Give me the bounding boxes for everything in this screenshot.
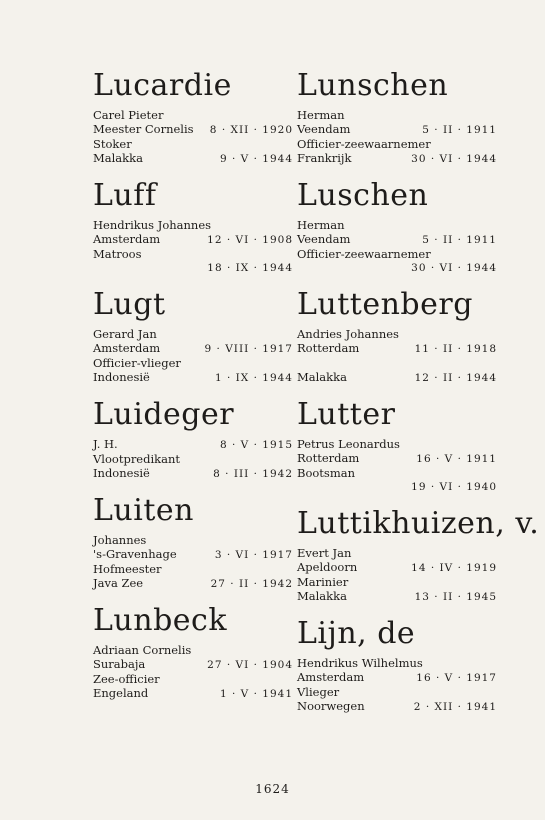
entry-date: 9 · VIII · 1917 <box>204 343 293 355</box>
entry-date: 2 · XII · 1941 <box>413 701 497 713</box>
entry-text: Officier-zeewaarnemer <box>297 137 431 151</box>
entry-line <box>93 452 293 466</box>
entry-line <box>297 327 497 341</box>
entry-text: Rotterdam <box>297 451 360 465</box>
register-entry <box>297 614 497 714</box>
entry-surname: Luideger <box>93 397 235 432</box>
entry-line <box>297 699 497 714</box>
entry-line <box>297 122 497 137</box>
entry-surname: Lucardie <box>93 68 232 103</box>
entry-text: Vlieger <box>297 685 340 699</box>
entry-line <box>297 685 497 699</box>
entry-line <box>297 466 497 480</box>
entry-line <box>297 151 497 166</box>
entry-date: 14 · IV · 1919 <box>411 562 497 574</box>
entry-text: Amsterdam <box>297 670 365 684</box>
entry-text: Evert Jan <box>297 546 352 560</box>
entry-line <box>297 451 497 466</box>
entry-line <box>297 232 497 247</box>
entry-text: Stoker <box>93 137 132 151</box>
register-entry <box>297 395 497 494</box>
entry-line <box>93 151 293 166</box>
entry-line <box>297 589 497 604</box>
entry-line <box>93 122 293 137</box>
entry-line <box>297 356 497 370</box>
entry-text: Vlootpredikant <box>93 452 181 466</box>
entry-text: Herman <box>297 108 345 122</box>
entry-date: 9 · V · 1944 <box>219 153 293 165</box>
entry-text: Adriaan Cornelis <box>93 643 192 657</box>
entry-date: 5 · II · 1911 <box>422 124 497 136</box>
register-entry <box>93 285 293 385</box>
entry-date: 18 · IX · 1944 <box>207 262 293 274</box>
register-entry <box>93 395 293 481</box>
entry-date: 12 · II · 1944 <box>414 372 497 384</box>
left-column <box>93 66 293 711</box>
entry-line <box>93 562 293 576</box>
entry-text: Amsterdam <box>93 232 161 246</box>
register-entry <box>93 176 293 275</box>
entry-date: 30 · VI · 1944 <box>411 262 497 274</box>
entry-line <box>93 576 293 591</box>
entry-line <box>93 657 293 672</box>
entry-text: Malakka <box>297 370 347 384</box>
register-entry <box>297 176 497 275</box>
entry-date: 13 · II · 1945 <box>414 591 497 603</box>
entry-surname: Luff <box>93 178 157 213</box>
entry-text: Indonesië <box>93 370 150 384</box>
entry-line <box>93 356 293 370</box>
entry-line <box>93 232 293 247</box>
entry-line <box>93 643 293 657</box>
entry-date: 8 · V · 1915 <box>219 439 293 451</box>
entry-line <box>93 686 293 701</box>
entry-text: Officier-vlieger <box>93 356 181 370</box>
entry-date: 16 · V · 1917 <box>416 672 497 684</box>
entry-text: Malakka <box>297 589 347 603</box>
entry-text: Officier-zeewaarnemer <box>297 247 431 261</box>
entry-date: 5 · II · 1911 <box>422 234 497 246</box>
entry-line <box>297 341 497 356</box>
entry-text: Engeland <box>93 686 149 700</box>
entry-line <box>93 218 293 232</box>
entry-date: 11 · II · 1918 <box>414 343 497 355</box>
entry-text: Meester Cornelis <box>93 122 194 136</box>
entry-surname: Lutter <box>297 397 396 432</box>
entry-text: Gerard Jan <box>93 327 157 341</box>
entry-date: 12 · VI · 1908 <box>207 234 293 246</box>
entry-line <box>297 575 497 589</box>
entry-surname: Lugt <box>93 287 166 322</box>
entry-line <box>93 437 293 452</box>
entry-line <box>93 327 293 341</box>
entry-text: Frankrijk <box>297 151 352 165</box>
entry-date: 30 · VI · 1944 <box>411 153 497 165</box>
entry-surname: Luttenberg <box>297 287 473 322</box>
entry-text: Surabaja <box>93 657 146 671</box>
entry-line <box>93 547 293 562</box>
entry-text: 's-Gravenhage <box>93 547 177 561</box>
entry-line <box>93 137 293 151</box>
entry-line <box>297 261 497 275</box>
entry-line <box>297 370 497 385</box>
entry-line <box>93 247 293 261</box>
entry-surname: Lijn, de <box>297 616 416 651</box>
entry-line <box>93 672 293 686</box>
entry-surname: Luschen <box>297 178 429 213</box>
entry-surname: Lunschen <box>297 68 449 103</box>
entry-text: J. H. <box>93 437 118 451</box>
entry-text: Hofmeester <box>93 562 162 576</box>
page-number: 1624 <box>255 782 290 796</box>
entry-date: 27 · VI · 1904 <box>207 659 293 671</box>
entry-line <box>93 341 293 356</box>
entry-line <box>297 108 497 122</box>
entry-line <box>297 218 497 232</box>
register-entry <box>93 491 293 591</box>
entry-line <box>93 370 293 385</box>
entry-text: Matroos <box>93 247 142 261</box>
entry-line <box>297 437 497 451</box>
register-entry <box>93 601 293 701</box>
entry-text: Veendam <box>297 232 351 246</box>
entry-text: Indonesië <box>93 466 150 480</box>
entry-text: Malakka <box>93 151 143 165</box>
entry-line <box>93 466 293 481</box>
entry-line <box>93 261 293 275</box>
right-column <box>297 66 540 724</box>
register-entry <box>93 66 293 166</box>
entry-line <box>297 656 497 670</box>
entry-surname: Lunbeck <box>93 603 228 638</box>
entry-line <box>93 533 293 547</box>
entry-date: 16 · V · 1911 <box>416 453 497 465</box>
entry-line <box>297 247 497 261</box>
entry-text: Hendrikus Johannes <box>93 218 212 232</box>
entry-text: Noorwegen <box>297 699 365 713</box>
entry-text: Johannes <box>93 533 147 547</box>
entry-date: 3 · VI · 1917 <box>214 549 293 561</box>
entry-date: 8 · III · 1942 <box>213 468 293 480</box>
entry-line <box>297 670 497 685</box>
entry-line <box>297 560 497 575</box>
register-entry <box>297 285 497 385</box>
entry-text: Marinier <box>297 575 349 589</box>
entry-date: 1 · V · 1941 <box>219 688 293 700</box>
register-entry <box>297 504 540 604</box>
entry-line <box>297 480 497 494</box>
entry-text: Amsterdam <box>93 341 161 355</box>
entry-date: 27 · II · 1942 <box>210 578 293 590</box>
entry-date: 1 · IX · 1944 <box>214 372 293 384</box>
entry-text: Bootsman <box>297 466 355 480</box>
entry-text: Carel Pieter <box>93 108 164 122</box>
entry-text: Rotterdam <box>297 341 360 355</box>
entry-text: Herman <box>297 218 345 232</box>
entry-text: Hendrikus Wilhelmus <box>297 656 423 670</box>
entry-text: Apeldoorn <box>297 560 358 574</box>
entry-line <box>297 137 497 151</box>
register-entry <box>297 66 497 166</box>
entry-line <box>93 108 293 122</box>
entry-surname: Luttikhuizen, v. <box>297 506 540 541</box>
entry-date: 8 · XII · 1920 <box>209 124 293 136</box>
entry-text: Petrus Leonardus <box>297 437 400 451</box>
entry-text: Java Zee <box>93 576 144 590</box>
entry-text: Andries Johannes <box>297 327 399 341</box>
entry-text: Veendam <box>297 122 351 136</box>
entry-surname: Luiten <box>93 493 194 528</box>
entry-text: Zee-officier <box>93 672 160 686</box>
entry-date: 19 · VI · 1940 <box>411 481 497 493</box>
entry-line <box>297 546 497 560</box>
